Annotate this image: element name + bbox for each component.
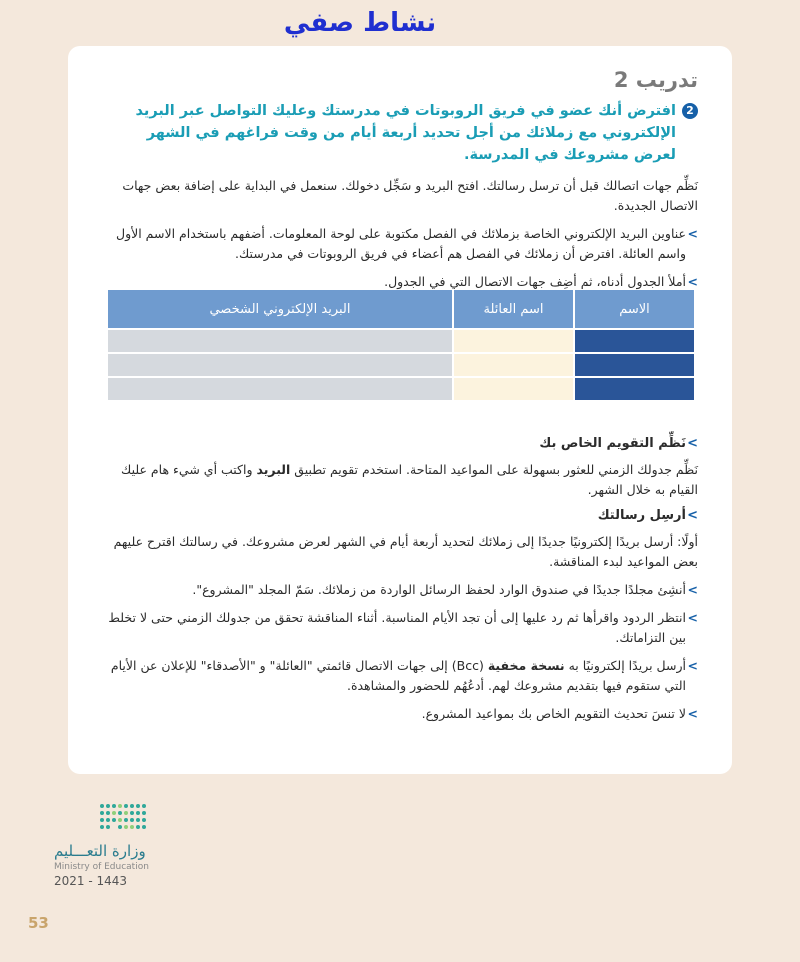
bullet-arrow-icon: > [687, 226, 698, 241]
page-number: 53 [28, 914, 49, 932]
ministry-name-arabic: وزارة التعـــليم [54, 842, 146, 860]
bullet-arrow-icon: > [687, 610, 698, 625]
bullet-arrow-icon: > [687, 508, 698, 523]
ministry-dots-icon [54, 802, 154, 836]
instructions-lower [106, 434, 698, 724]
name-cell[interactable] [574, 353, 694, 377]
bullet-item [106, 272, 698, 292]
bullet-arrow-icon: > [687, 582, 698, 597]
contacts-table [106, 290, 694, 400]
send-heading: > أرسِل رسالتك [106, 506, 698, 526]
family-cell[interactable] [453, 353, 574, 377]
email-cell[interactable] [107, 329, 453, 353]
table-row [107, 329, 694, 353]
table-header-row [107, 290, 694, 329]
header-name: الاسم [574, 290, 694, 329]
email-cell[interactable] [107, 377, 453, 400]
bullet-arrow-icon: > [687, 658, 698, 673]
task-prompt [106, 100, 698, 166]
task-prompt-text: افترض أنك عضو في فريق الروبوتات في مدرستك وعليك التواصل عبر البريد الإلكتروني مع زملائك من أجل تحديد أربعة أيام من وقت فراغهم في الشهر لعرض مشروعك في المدرسة. [135, 103, 676, 163]
ministry-year: 2021 - 1443 [54, 874, 128, 888]
table-row [107, 353, 694, 377]
ministry-name-english: Ministry of Education [54, 862, 149, 872]
bullet-item [106, 224, 698, 264]
name-cell[interactable] [574, 377, 694, 400]
email-cell[interactable] [107, 353, 453, 377]
exercise-card [68, 46, 732, 774]
table-row [107, 377, 694, 400]
bullet-item: > أرسل بريدًا إلكترونيًا به نسخة مخفية (Bcc) إلى جهات الاتصال قائمتي "العائلة" و "الأصدقاء" للإعلان عن الأيام التي ستقوم فيها بتقديم مشروعك لهم. أدعُهُم للحضور والمشاهدة. [110, 658, 698, 693]
bullet-text: أملأ الجدول أدناه، ثم أضِف جهات الاتصال التي في الجدول. [384, 274, 686, 289]
bullet-item: > لا تنسَ تحديث التقويم الخاص بك بمواعيد المشروع. [106, 704, 698, 724]
bullet-arrow-icon: > [687, 436, 698, 451]
bullet-arrow-icon: > [687, 274, 698, 289]
intro-paragraph: نَظِّم جهات اتصالك قبل أن ترسل رسالتك. افتح البريد و سَجِّل دخولك. سنعمل في البداية على إضافة بعض جهات الاتصال الجديدة. [122, 178, 698, 213]
bullet-item: > أنشِئ مجلدًا جديدًا في صندوق الوارد لحفظ الرسائل الواردة من زملائك. سَمّ المجلد "المشروع". [106, 580, 698, 600]
task-number-icon: 2 [682, 103, 698, 119]
send-paragraph: أولًا: أرسل بريدًا إلكترونيًا جديدًا إلى زملائك لتحديد أربعة أيام في الشهر لعرض مشروعك. في رسالتك اقترح عليهم بعض المواعيد لبدء المناقشة. [113, 534, 698, 569]
bullet-arrow-icon: > [687, 706, 698, 721]
exercise-title: تدريب 2 [613, 68, 698, 92]
bullet-text: عناوين البريد الإلكتروني الخاصة بزملائك في الفصل مكتوبة على لوحة المعلومات. أضفهم باستخدام الاسم الأول واسم العائلة. افترض أن زملائك في الفصل هم أعضاء في فريق الروبوتات في مدرستك. [115, 226, 686, 261]
name-cell[interactable] [574, 329, 694, 353]
activity-title: نشاط صفي [283, 8, 437, 38]
calendar-paragraph: نَظِّم جدولك الزمني للعثور بسهولة على المواعيد المتاحة. استخدم تقويم تطبيق البريد واكتب أي شيء هام عليك القيام به خلال الشهر. [121, 462, 698, 497]
header-family-name: اسم العائلة [453, 290, 574, 329]
ministry-logo [54, 802, 204, 888]
header-email: البريد الإلكتروني الشخصي [107, 290, 453, 329]
family-cell[interactable] [453, 377, 574, 400]
family-cell[interactable] [453, 329, 574, 353]
calendar-heading: > نَظِّم التقويم الخاص بك [106, 434, 698, 454]
bullet-item: > انتظر الردود واقرأها ثم رد عليها إلى أن تجد الأيام المناسبة. أثناء المناقشة تحقق من جدولك الزمني حتى لا تخلط بين التزاماتك. [108, 610, 698, 645]
